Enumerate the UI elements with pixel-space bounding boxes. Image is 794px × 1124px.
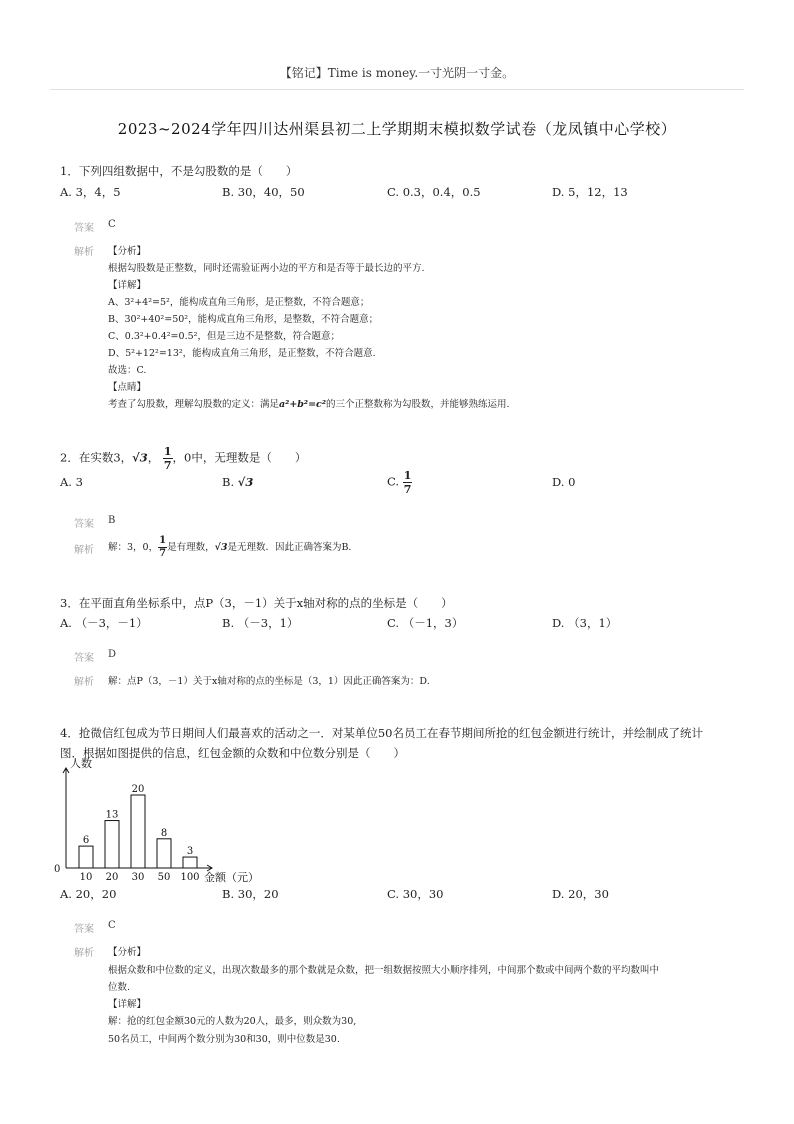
q2-stem-pre: 2．在实数3， [60, 450, 133, 465]
q2-answer-label: 答案 [74, 519, 94, 530]
q2-option-c [387, 470, 412, 495]
chart-bar-10 [79, 846, 93, 868]
q1-answer: C [108, 219, 116, 230]
q3-option-c: C. （－1，3） [387, 616, 464, 630]
chart-category-label-30: 30 [131, 872, 145, 883]
header-motto: 【铭记】Time is money.一寸光阴一寸金。 [279, 66, 515, 80]
q1-tag-note: 【点睛】 [108, 382, 147, 393]
chart-x-label: 金额（元） [204, 871, 259, 884]
q2-answer: B [108, 515, 116, 526]
q4-detail-line2: 50名员工，中间两个数分别为30和30，则中位数是30. [108, 1034, 340, 1045]
q1-answer-label: 答案 [74, 223, 94, 234]
q2-stem-post: ，0中，无理数是（ ） [172, 450, 307, 465]
q3-option-a: A. （－3，－1） [60, 616, 148, 630]
chart-value-label-50: 8 [160, 827, 168, 839]
q2-analysis-sqrt3: √3 [214, 542, 228, 553]
q2-stem-frac-den: 7 [163, 459, 172, 472]
q2-option-d: D. 0 [552, 475, 576, 489]
q2-analysis-pre: 解：3，0， [108, 542, 159, 553]
q3-analysis-label: 解析 [74, 677, 94, 688]
chart-bar-50 [157, 839, 171, 868]
chart-value-label-30: 20 [131, 784, 145, 795]
q3-stem: 3．在平面直角坐标系中，点P（3，－1）关于x轴对称的点的坐标是（ ） [60, 596, 453, 610]
q3-analysis: 解：点P（3，－1）关于x轴对称的点的坐标是（3，1）因此正确答案为：D. [108, 676, 430, 687]
q2-option-c-num: 1 [403, 469, 412, 482]
q4-option-a: A. 20，20 [60, 887, 117, 901]
q1-analysis-label: 解析 [74, 247, 94, 258]
chart-bar-30 [131, 795, 145, 868]
chart-value-label-100: 3 [186, 846, 194, 858]
q2-option-b-value: √3 [237, 475, 254, 489]
q2-stem-fraction [163, 446, 173, 471]
q2-option-b [222, 475, 253, 489]
q4-option-b: B. 30，20 [222, 887, 279, 901]
q3-answer-label: 答案 [74, 653, 94, 664]
q3-option-d: D. （3，1） [552, 616, 618, 630]
q3-answer: D [108, 649, 117, 660]
q2-stem-sep: ， [147, 450, 160, 465]
q4-analysis-label: 解析 [74, 948, 94, 959]
q1-option-c: C. 0.3，0.4，0.5 [387, 185, 481, 199]
q1-tag-detail: 【详解】 [108, 280, 147, 291]
q1-option-b: B. 30，40，50 [222, 185, 305, 199]
q1-stem: 1．下列四组数据中，不是勾股数的是（ ） [60, 164, 298, 178]
q2-analysis [108, 536, 351, 559]
q4-analysis-text-2: 位数. [108, 982, 131, 993]
q2-analysis-post: 是无理数．因此正确答案为B. [227, 542, 352, 553]
q1-detail-a: A、3²+4²=5²，能构成直角三角形，是正整数，不符合题意； [108, 297, 370, 308]
q2-option-a: A. 3 [60, 475, 83, 489]
header-divider [50, 89, 744, 90]
q1-detail-d: D、5²+12²=13²，能构成直角三角形，是正整数，不符合题意. [108, 348, 376, 359]
q4-option-c: C. 30，30 [387, 887, 444, 901]
q1-tag-analysis: 【分析】 [108, 246, 147, 257]
q1-note-post: 的三个正整数称为勾股数，并能够熟练运用. [326, 399, 510, 410]
page-title: 2023~2024学年四川达州渠县初二上学期期末模拟数学试卷（龙凤镇中心学校） [117, 120, 677, 138]
chart-origin-label: 0 [54, 864, 61, 875]
q2-analysis-mid: 是有理数， [167, 542, 215, 553]
q2-stem [60, 446, 306, 471]
q1-note-line [108, 396, 510, 410]
q2-option-c-label: C. [387, 474, 400, 489]
q4-tag-detail: 【详解】 [108, 999, 147, 1010]
q1-option-a: A. 3，4，5 [60, 185, 121, 199]
q2-analysis-den: 7 [159, 548, 167, 559]
q1-option-d: D. 5，12，13 [552, 185, 628, 199]
q4-option-d: D. 20，30 [552, 887, 609, 901]
q1-conclusion: 故选：C. [108, 365, 147, 376]
q4-bar-chart [52, 756, 262, 886]
q4-stem-line1: 4．抢微信红包成为节日期间人们最喜欢的活动之一．对某单位50名员工在春节期间所抢的红包金额进行统计，并绘制成了统计 [60, 726, 703, 740]
q1-analysis-text: 根据勾股数是正整数，同时还需验证两小边的平方和是否等于最长边的平方. [108, 263, 425, 274]
q2-option-b-label: B. [222, 475, 235, 489]
chart-bar-20 [105, 821, 119, 868]
q4-answer-label: 答案 [74, 924, 94, 935]
chart-category-label-10: 10 [79, 872, 93, 883]
chart-category-label-100: 100 [180, 872, 200, 883]
chart-y-label: 人数 [70, 757, 92, 770]
q4-answer: C [108, 920, 116, 931]
q2-analysis-label: 解析 [74, 545, 94, 556]
q2-stem-sqrt3: √3 [132, 450, 148, 465]
q2-option-c-den: 7 [403, 483, 412, 496]
q3-option-b: B. （－3，1） [222, 616, 299, 630]
q2-analysis-fraction [158, 536, 167, 559]
q1-note-pre: 考查了勾股数，理解勾股数的定义：满足 [108, 399, 280, 410]
q2-stem-frac-num: 1 [163, 445, 172, 458]
q4-tag-analysis: 【分析】 [108, 947, 147, 958]
q2-option-c-fraction [403, 470, 413, 495]
q2-analysis-num: 1 [159, 535, 167, 546]
chart-value-label-20: 13 [105, 809, 119, 821]
chart-category-label-20: 20 [105, 872, 119, 883]
q4-stem-line2: 图．根据如图提供的信息，红包金额的众数和中位数分别是（ ） [60, 746, 405, 760]
q1-detail-c: C、0.3²+0.4²=0.5²，但是三边不是整数，符合题意； [108, 331, 340, 342]
q1-detail-b: B、30²+40²=50²，能构成直角三角形，是整数，不符合题意； [108, 314, 379, 325]
q1-note-formula: a²+b²=c² [279, 399, 327, 410]
q4-analysis-text-1: 根据众数和中位数的定义，出现次数最多的那个数就是众数，把一组数据按照大小顺序排列，中间那个数或中间两个数的平均数叫中 [108, 965, 660, 976]
chart-category-label-50: 50 [157, 872, 171, 883]
q4-detail-line1: 解：抢的红包金额30元的人数为20人，最多，则众数为30, [108, 1016, 357, 1027]
chart-value-label-10: 6 [82, 835, 90, 847]
chart-bar-100 [183, 857, 197, 868]
